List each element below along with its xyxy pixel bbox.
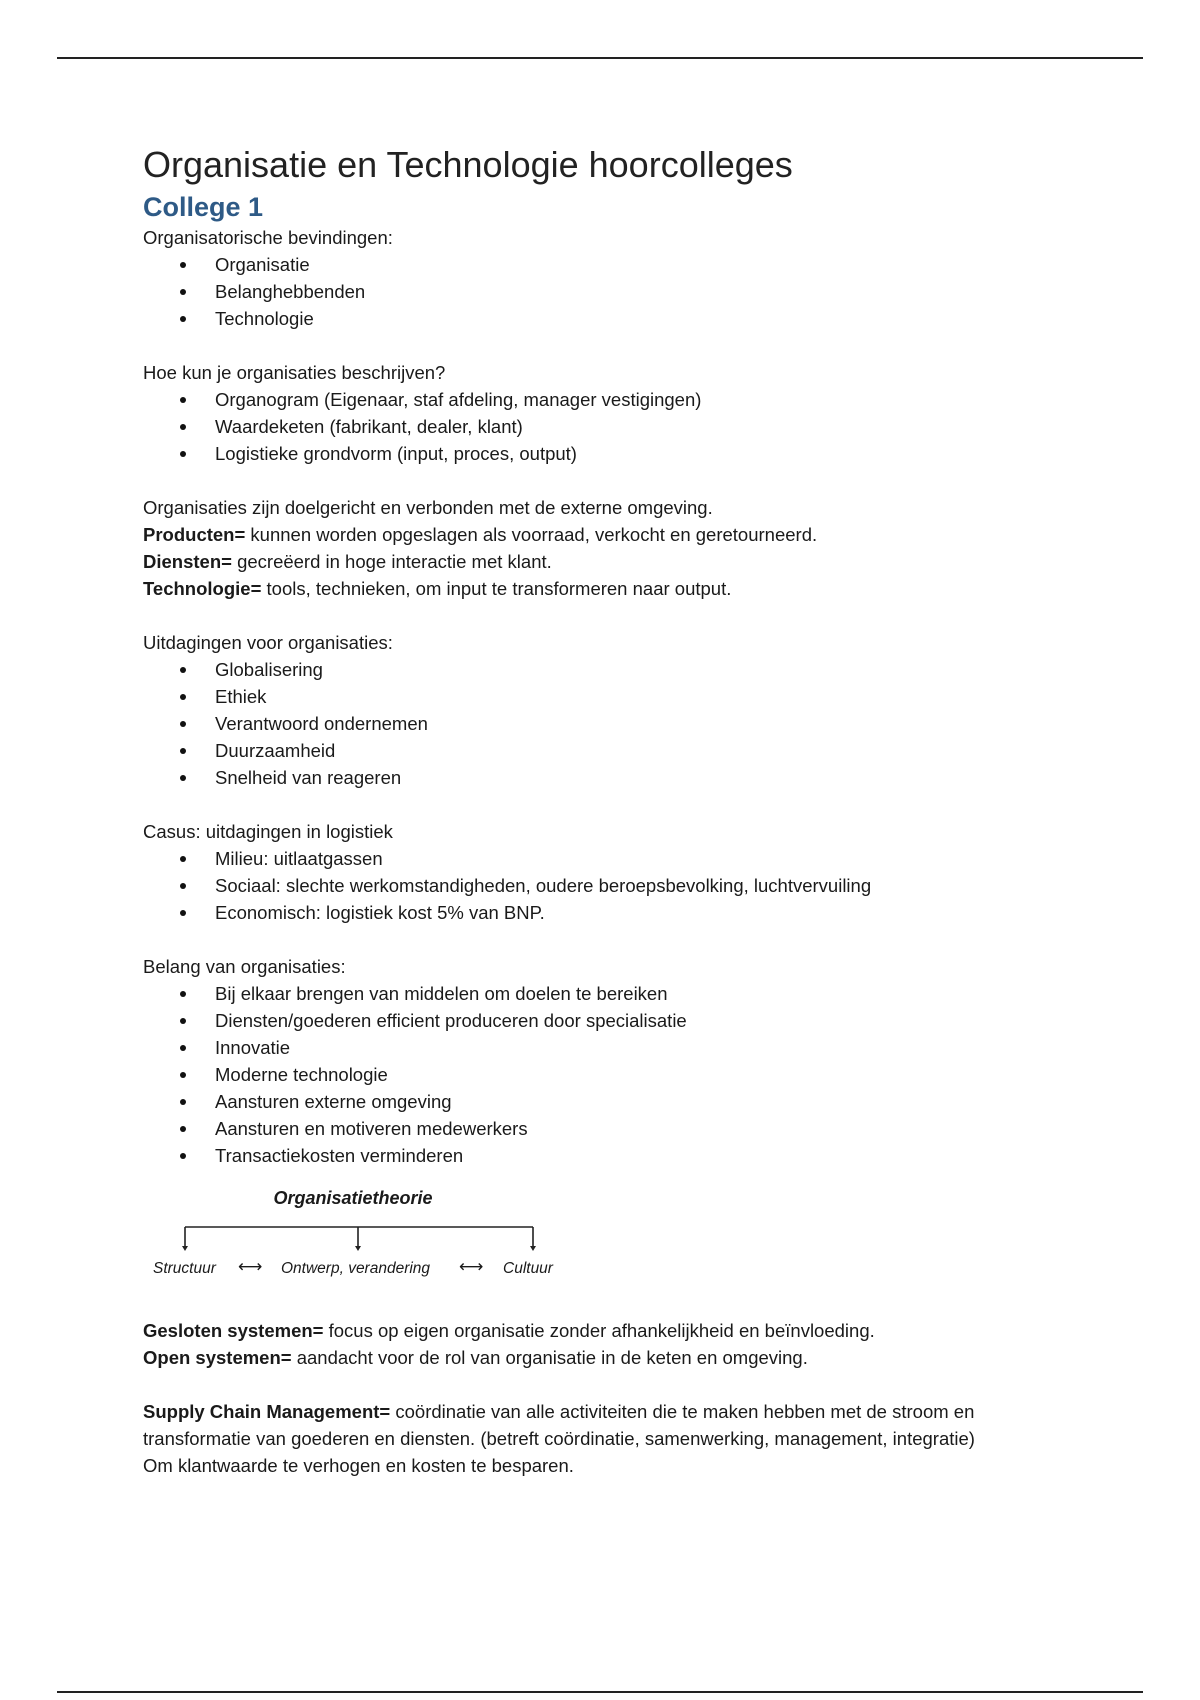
beschrijven-list	[143, 386, 1073, 467]
scm-closing: Om klantwaarde te verhogen en kosten te besparen.	[143, 1455, 574, 1476]
definition-text: coördinatie van alle activiteiten die te maken hebben met de stroom en transformatie van goederen en diensten. (betreft coördinatie, samenwerking, management, integratie)	[143, 1401, 975, 1449]
definition-gesloten	[143, 1317, 1073, 1344]
belang-intro: Belang van organisaties:	[143, 956, 346, 977]
definition-term: Gesloten systemen=	[143, 1320, 324, 1341]
diagram-title: Organisatietheorie	[273, 1188, 433, 1208]
list-item: Economisch: logistiek kost 5% van BNP.	[215, 899, 1073, 926]
definition-diensten	[143, 548, 1073, 575]
bevindingen-intro: Organisatorische bevindingen:	[143, 227, 393, 248]
list-item: Snelheid van reageren	[215, 764, 1073, 791]
diagram-label-structuur: Structuur	[153, 1260, 216, 1277]
list-item: Aansturen externe omgeving	[215, 1088, 1073, 1115]
definition-producten	[143, 521, 1073, 548]
definition-term: Open systemen=	[143, 1347, 292, 1368]
list-item: Globalisering	[215, 656, 1073, 683]
list-item: Innovatie	[215, 1034, 1073, 1061]
list-item: Belanghebbenden	[215, 278, 1073, 305]
list-item: Technologie	[215, 305, 1073, 332]
definition-text: kunnen worden opgeslagen als voorraad, verkocht en geretourneerd.	[245, 524, 818, 545]
list-item: Organisatie	[215, 251, 1073, 278]
document-body	[143, 142, 1073, 1479]
beschrijven-intro: Hoe kun je organisaties beschrijven?	[143, 362, 446, 383]
double-arrow-icon: ⟷	[238, 1257, 263, 1276]
list-item: Waardeketen (fabrikant, dealer, klant)	[215, 413, 1073, 440]
definities-intro: Organisaties zijn doelgericht en verbonden met de externe omgeving.	[143, 497, 713, 518]
definition-text: gecreëerd in hoge interactie met klant.	[231, 551, 552, 572]
list-item: Ethiek	[215, 683, 1073, 710]
list-item: Organogram (Eigenaar, staf afdeling, manager vestigingen)	[215, 386, 1073, 413]
list-item: Aansturen en motiveren medewerkers	[215, 1115, 1073, 1142]
list-item: Diensten/goederen efficient produceren door specialisatie	[215, 1007, 1073, 1034]
double-arrow-icon: ⟷	[459, 1257, 484, 1276]
definition-term: Producten=	[143, 524, 246, 545]
list-item: Verantwoord ondernemen	[215, 710, 1073, 737]
top-rule	[57, 57, 1143, 59]
definition-open	[143, 1344, 1073, 1371]
definition-scm	[143, 1398, 1073, 1452]
diagram-label-cultuur: Cultuur	[503, 1260, 553, 1277]
definition-text: focus op eigen organisatie zonder afhankelijkheid en beïnvloeding.	[323, 1320, 875, 1341]
definition-term: Supply Chain Management=	[143, 1401, 391, 1422]
bottom-rule	[57, 1691, 1143, 1693]
list-item: Milieu: uitlaatgassen	[215, 845, 1073, 872]
belang-list	[143, 980, 1073, 1169]
definition-technologie	[143, 575, 1073, 602]
list-item: Moderne technologie	[215, 1061, 1073, 1088]
uitdagingen-intro: Uitdagingen voor organisaties:	[143, 632, 393, 653]
bevindingen-list	[143, 251, 1073, 332]
list-item: Duurzaamheid	[215, 737, 1073, 764]
uitdagingen-list	[143, 656, 1073, 791]
list-item: Sociaal: slechte werkomstandigheden, oudere beroepsbevolking, luchtvervuiling	[215, 872, 1073, 899]
college-heading: College 1	[143, 192, 264, 222]
definition-text: aandacht voor de rol van organisatie in de keten en omgeving.	[291, 1347, 808, 1368]
list-item: Transactiekosten verminderen	[215, 1142, 1073, 1169]
definition-term: Technologie=	[143, 578, 262, 599]
definition-term: Diensten=	[143, 551, 232, 572]
casus-intro: Casus: uitdagingen in logistiek	[143, 821, 393, 842]
list-item: Logistieke grondvorm (input, proces, output)	[215, 440, 1073, 467]
diagram-label-ontwerp: Ontwerp, verandering	[281, 1260, 431, 1277]
definition-text: tools, technieken, om input te transformeren naar output.	[261, 578, 732, 599]
organisatietheorie-diagram	[143, 1171, 563, 1291]
list-item: Bij elkaar brengen van middelen om doelen te bereiken	[215, 980, 1073, 1007]
document-title: Organisatie en Technologie hoorcolleges	[143, 144, 793, 185]
casus-list	[143, 845, 1073, 926]
